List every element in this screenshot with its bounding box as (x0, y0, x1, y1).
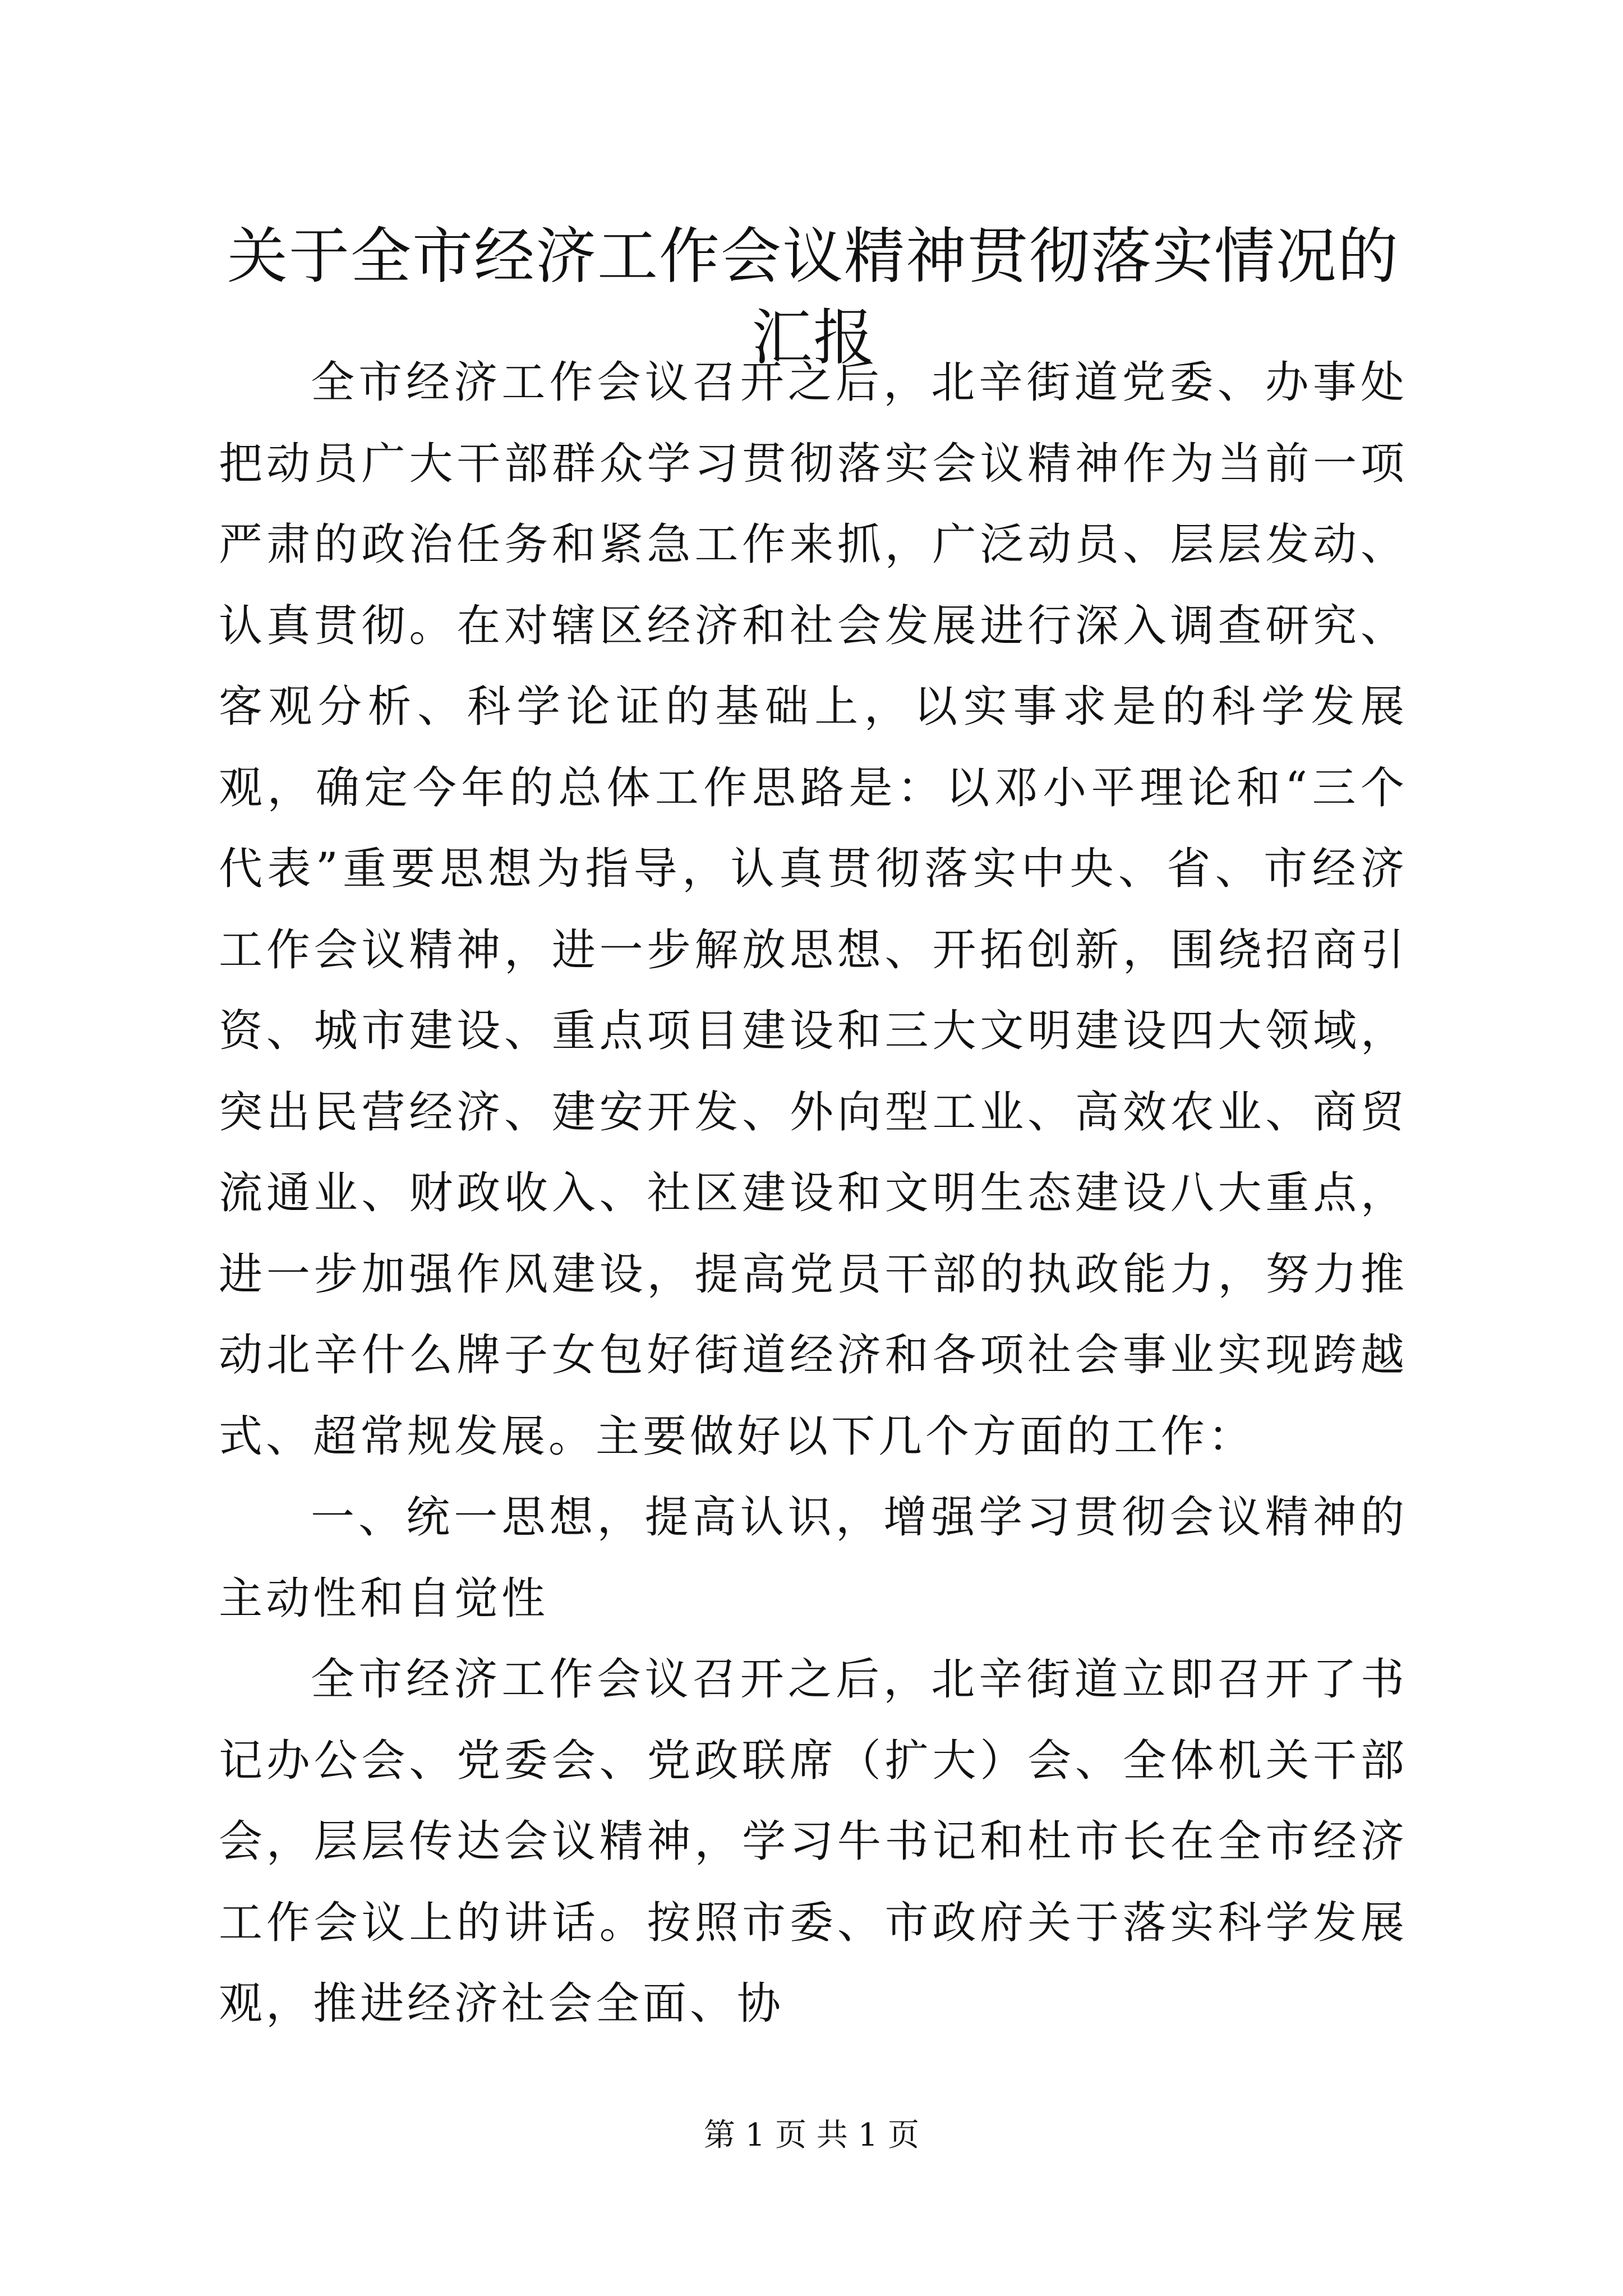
page-footer: 第 1 页 共 1 页 (703, 2117, 920, 2154)
document-body (219, 342, 1408, 2045)
section-heading-1: 一、统一思想，提高认识，增强学习贯彻会议精神的主动性和自觉性 (219, 1492, 1408, 1624)
paragraph-section-1: 全市经济工作会议召开之后，北辛街道立即召开了书记办公会、党委会、党政联席（扩大）会、全体机关干部会，层层传达会议精神，学习牛书记和杜市长在全市经济工作会议上的讲话。按照市委、市政府关于落实科学发展观，推进经济社会全面、协 (219, 1654, 1408, 2029)
document-title: 关于全市经济工作会议精神贯彻落实情况的汇报 (227, 222, 1399, 373)
paragraph-intro: 全市经济工作会议召开之后，北辛街道党委、办事处把动员广大干部群众学习贯彻落实会议精神作为当前一项严肃的政治任务和紧急工作来抓，广泛动员、层层发动、认真贯彻。在对辖区经济和社会发展进行深入调查研究、客观分析、科学论证的基础上，以实事求是的科学发展观，确定今年的总体工作思路是：以邓小平理论和“三个代表”重要思想为指导，认真贯彻落实中央、省、市经济工作会议精神，进一步解放思想、开拓创新，围绕招商引资、城市建设、重点项目建设和三大文明建设四大领域，突出民营经济、建安开发、外向型工业、高效农业、商贸流通业、财政收入、社区建设和文明生态建设八大重点，进一步加强作风建设，提高党员干部的执政能力，努力推动北辛什么牌子女包好街道经济和各项社会事业实现跨越式、超常规发展。主要做好以下几个方面的工作： (219, 357, 1408, 1462)
